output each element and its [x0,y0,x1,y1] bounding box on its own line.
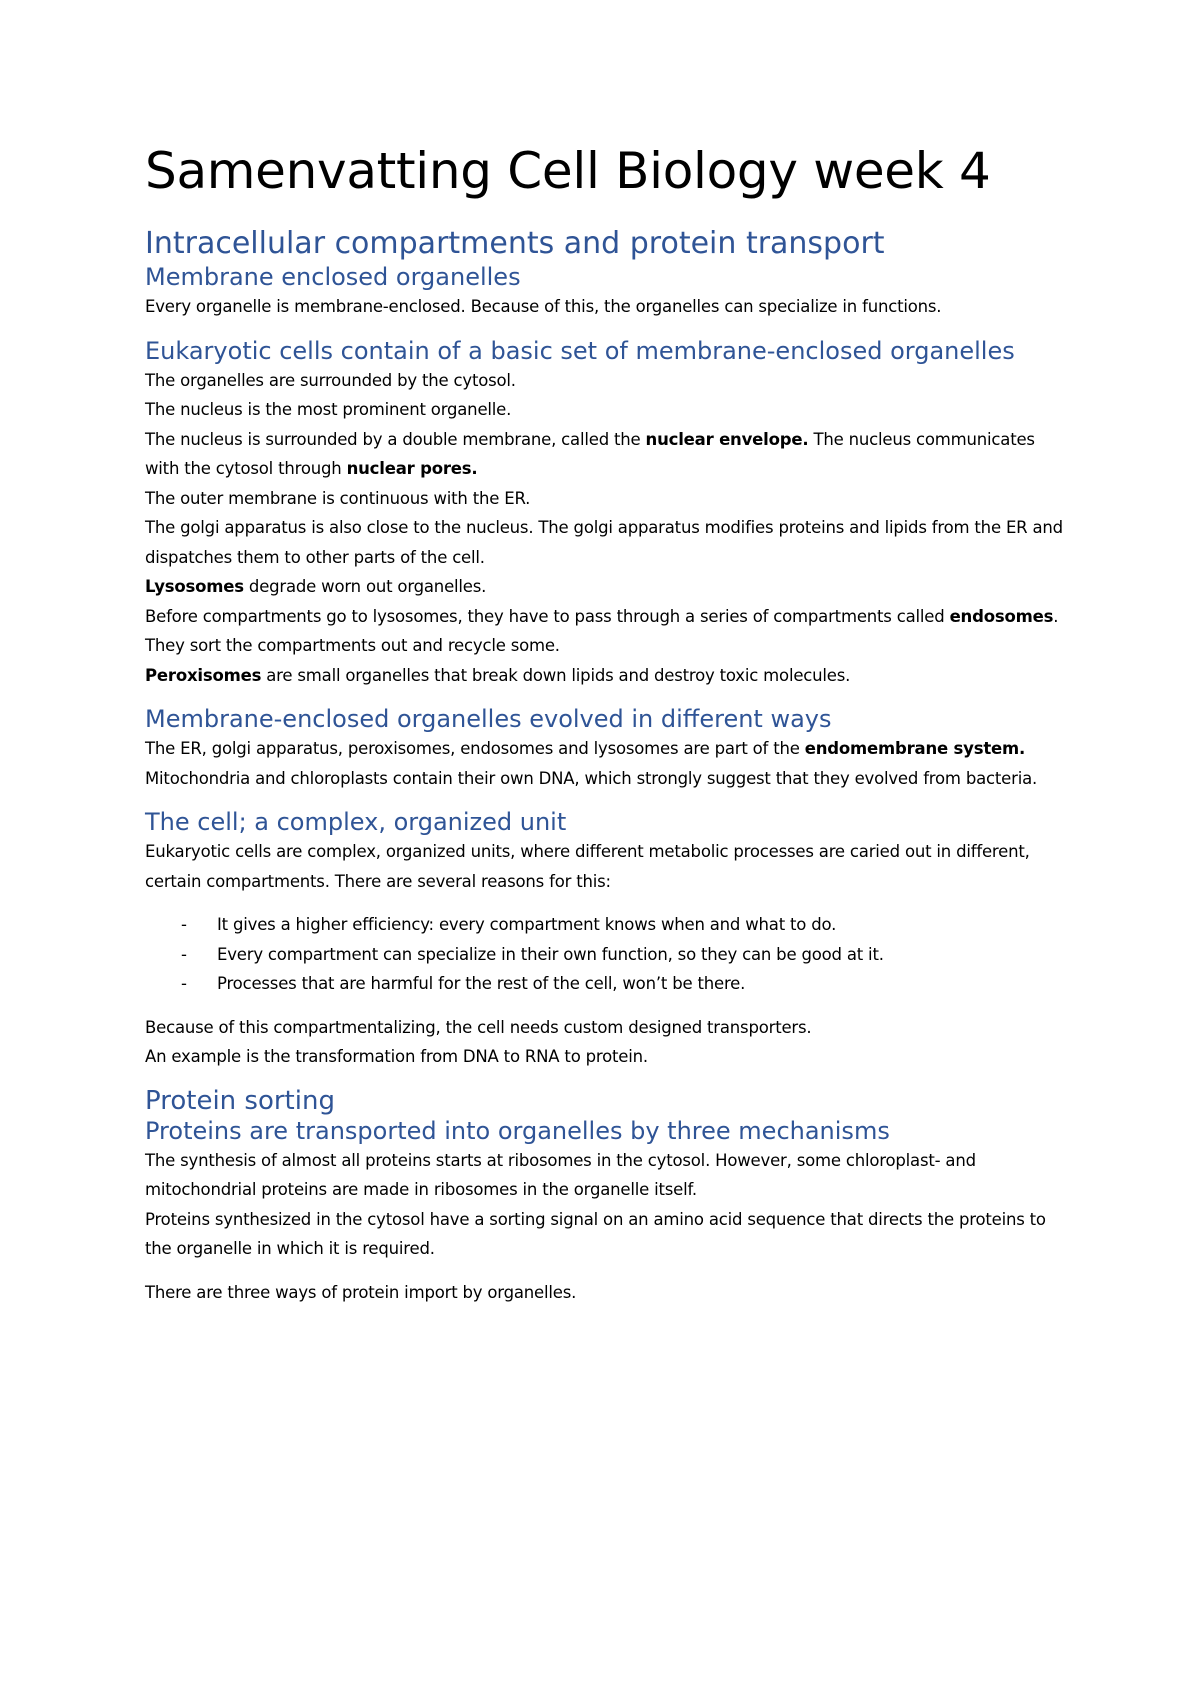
paragraph-line: The golgi apparatus is also close to the nucleus. The golgi apparatus modifies proteins and lipids from the ER and dispatches them to other parts of the cell. [145,518,1063,567]
bold-term: endomembrane system [804,739,1020,758]
subheading-cell-unit: The cell; a complex, organized unit [145,808,567,836]
paragraph-line: Because of this compartmentalizing, the cell needs custom designed transporters. [145,1017,812,1037]
section-heading-intracellular: Intracellular compartments and protein transport [145,226,885,261]
paragraph-line: The nucleus is the most prominent organelle. [145,400,512,419]
subheading-three-mechanisms: Proteins are transported into organelles by three mechanisms [145,1116,890,1145]
paragraph: Eukaryotic cells are complex, organized units, where different metabolic processes are caried out in different, certain compartments. There are several reasons for this: [145,842,1030,891]
subheading-evolved: Membrane-enclosed organelles evolved in different ways [145,705,832,733]
text-run: are small organelles that break down lipids and destroy toxic molecules. [261,665,851,685]
paragraph-line: The outer membrane is continuous with the ER. [145,488,531,508]
list-item: - Every compartment can specialize in their own function, so they can be good at it. [217,940,1070,970]
paragraph-line [145,602,1070,661]
text-run: . They sort the compartments out and recycle some. [145,606,1059,655]
paragraph: There are three ways of protein import by organelles. [145,1282,577,1302]
bold-term: nuclear envelope. [645,429,809,449]
paragraph-line [145,572,1070,602]
text-run: The nucleus communicates with the cytosol through [145,429,1035,478]
text-run: Before compartments go to lysosomes, they have to pass through a series of compartments called [145,606,950,626]
text-run: degrade worn out organelles. [243,577,487,596]
paragraph-line: The organelles are surrounded by the cytosol. [145,370,516,390]
paragraph-line [145,734,1070,764]
section-heading-protein-sorting: Protein sorting [145,1085,335,1116]
text-run: The nucleus is surrounded by a double membrane, called the [145,429,646,449]
list-item: - Processes that are harmful for the rest of the cell, won’t be there. [217,969,1070,999]
paragraph-line: Mitochondria and chloroplasts contain their own DNA, which strongly suggest that they evolved from bacteria. [145,768,1038,788]
paragraph-line [145,425,1070,484]
subheading-membrane-enclosed: Membrane enclosed organelles [145,263,521,291]
document-title: Samenvatting Cell Biology week 4 [145,142,991,200]
list-item: - It gives a higher efficiency: every compartment knows when and what to do. [217,910,1070,940]
paragraph-line: An example is the transformation from DNA to RNA to protein. [145,1047,648,1066]
text-run: . [1019,739,1026,758]
document-body [145,142,1070,1307]
bold-term: endosomes [949,606,1054,626]
paragraph: Every organelle is membrane-enclosed. Because of this, the organelles can specialize in functions. [145,297,942,316]
paragraph-line: Proteins synthesized in the cytosol have a sorting signal on an amino acid sequence that directs the proteins to the organelle in which it is required. [145,1209,1046,1258]
paragraph-line: The synthesis of almost all proteins starts at ribosomes in the cytosol. However, some chloroplast- and mitochondrial proteins are made in ribosomes in the organelle itself. [145,1150,976,1199]
subheading-eukaryotic-cells: Eukaryotic cells contain of a basic set of membrane-enclosed organelles [145,336,1015,365]
text-run: The ER, golgi apparatus, peroxisomes, endosomes and lysosomes are part of the [145,739,805,758]
bold-term: nuclear pores. [346,459,478,478]
paragraph-line [145,661,1070,691]
reasons-list [145,910,1070,999]
bold-term: Peroxisomes [145,665,262,685]
bold-term: Lysosomes [145,577,244,596]
